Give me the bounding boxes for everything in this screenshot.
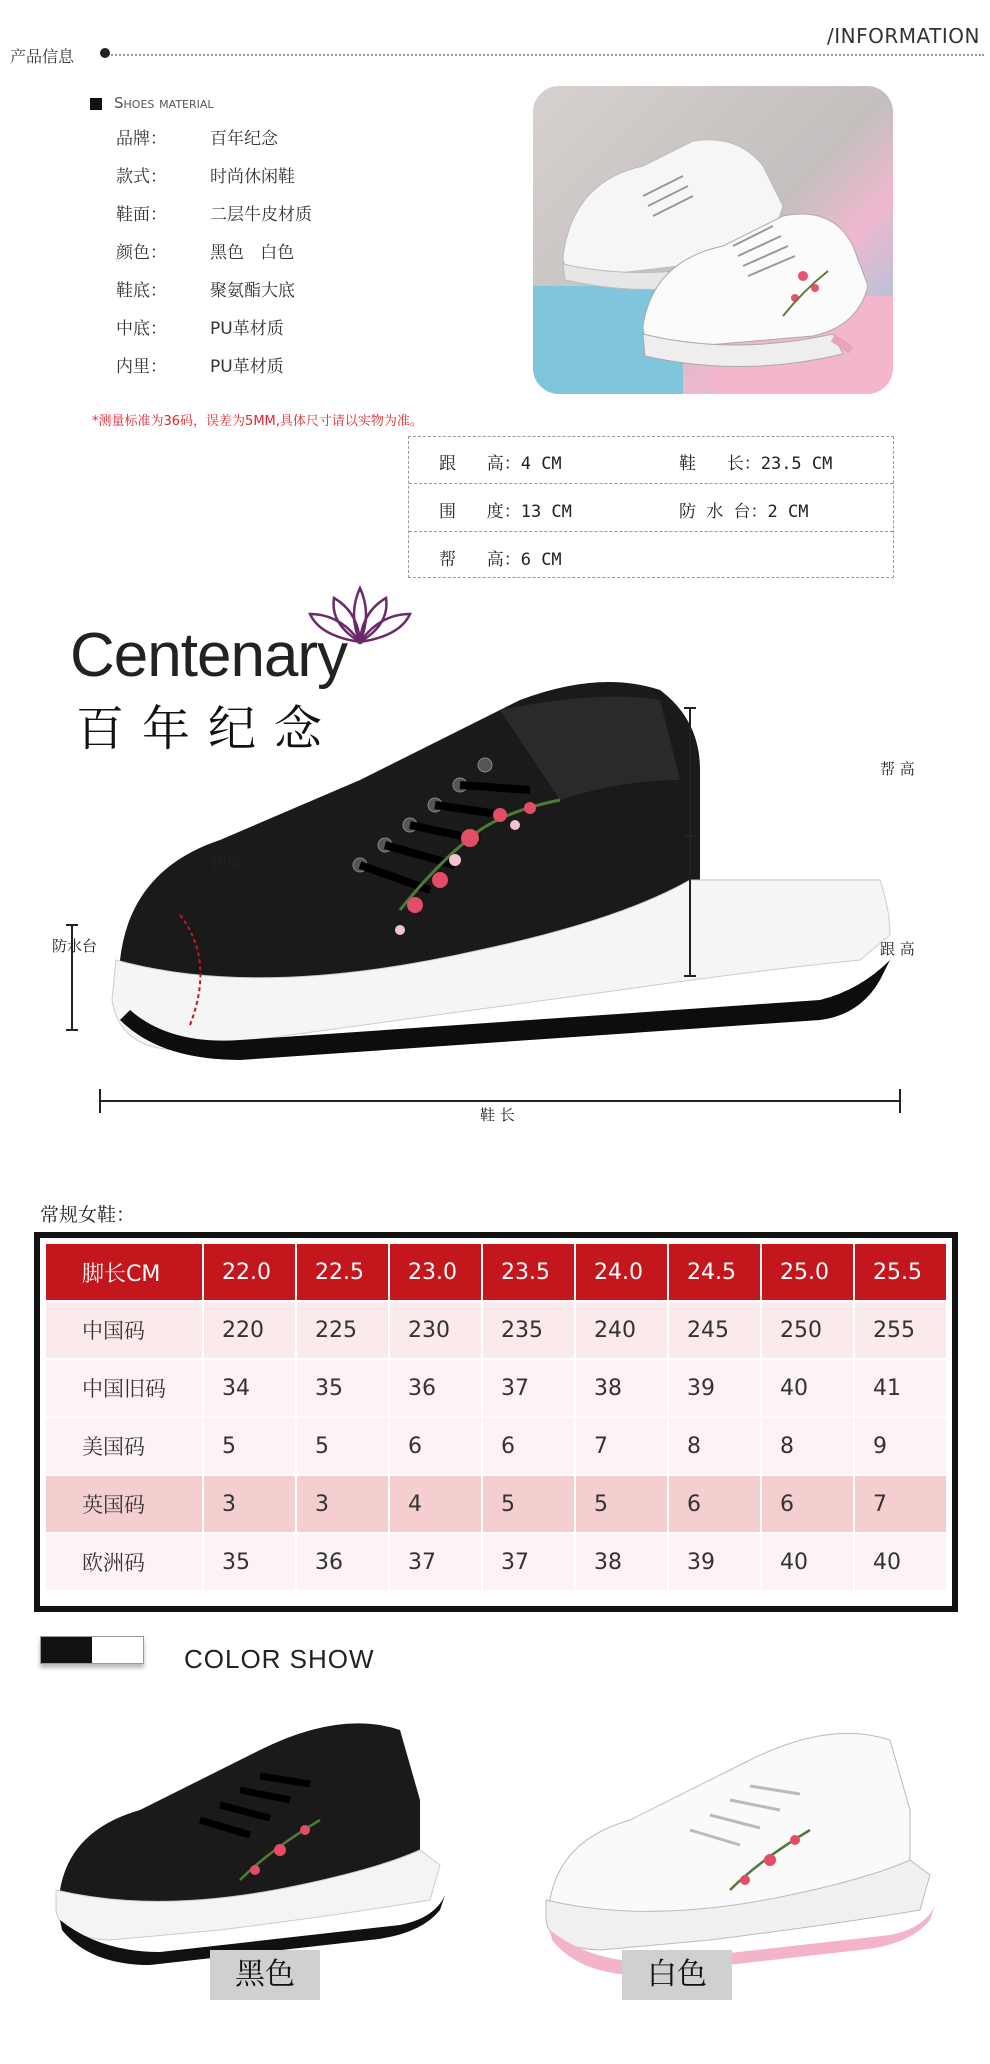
dotted-divider bbox=[104, 54, 984, 56]
table-row: 美国码 5 5 6 6 7 8 8 9 bbox=[46, 1418, 946, 1474]
material-row: 中底： PU革材质 bbox=[116, 319, 284, 339]
size-table bbox=[34, 1232, 958, 1612]
material-row: 品牌： 百年纪念 bbox=[116, 129, 278, 149]
heel-height-label: 跟 高 bbox=[880, 940, 915, 958]
material-title: Shoes material bbox=[114, 94, 214, 112]
measurement-table bbox=[408, 436, 894, 578]
white-color-label: 白色 bbox=[622, 1950, 732, 2000]
color-show-swatch bbox=[40, 1636, 144, 1664]
measurement-note: *测量标准为36码，误差为5MM,具体尺寸请以实物为准。 bbox=[92, 414, 423, 429]
table-row: 英国码 3 3 4 5 5 6 6 7 bbox=[46, 1476, 946, 1532]
shoe-length: 鞋 长：23.5 CM bbox=[679, 454, 833, 474]
table-row: 中国码 220 225 230 235 240 245 250 255 bbox=[46, 1302, 946, 1358]
white-shoe-photo bbox=[520, 1690, 950, 1980]
brand-name-en: Centenary bbox=[70, 621, 348, 690]
material-row: 款式： 时尚休闲鞋 bbox=[116, 167, 295, 187]
platform-label: 防水台 bbox=[52, 937, 98, 955]
product-photo-white-pair bbox=[533, 86, 893, 394]
heel-height: 跟 高：4 CM bbox=[439, 454, 562, 474]
platform-height: 防 水 台：2 CM bbox=[679, 502, 809, 522]
girth-label: 围度 bbox=[212, 854, 243, 872]
size-chart-grid bbox=[44, 1242, 948, 1592]
information-title: /INFORMATION bbox=[827, 24, 980, 48]
table-row: 欧洲码 35 36 37 37 38 39 40 40 bbox=[46, 1534, 946, 1590]
upper-height-label: 帮 高 bbox=[880, 760, 915, 778]
shoe-diagram bbox=[60, 660, 910, 1120]
black-shoe-photo bbox=[40, 1690, 470, 1980]
row-divider bbox=[409, 483, 893, 484]
divider-dot bbox=[100, 48, 110, 58]
material-row: 颜色： 黑色 白色 bbox=[116, 243, 295, 263]
black-color-label: 黑色 bbox=[210, 1950, 320, 2000]
table-header-row: 脚长CM 22.0 22.5 23.0 23.5 24.0 24.5 25.0 25.5 bbox=[46, 1244, 946, 1300]
length-label: 鞋 长 bbox=[474, 1104, 521, 1125]
material-row: 鞋底： 聚氨酯大底 bbox=[116, 281, 295, 301]
upper-height: 帮 高：6 CM bbox=[439, 550, 562, 570]
material-row: 鞋面： 二层牛皮材质 bbox=[116, 205, 312, 225]
table-row: 中国旧码 34 35 36 37 38 39 40 41 bbox=[46, 1360, 946, 1416]
brand-name-cn: 百年纪念 bbox=[76, 701, 341, 757]
girth: 围 度：13 CM bbox=[439, 502, 572, 522]
row-divider bbox=[409, 531, 893, 532]
color-show-title: COLOR SHOW bbox=[184, 1644, 375, 1674]
size-table-title: 常规女鞋： bbox=[40, 1204, 136, 1226]
section-title: 产品信息 bbox=[10, 47, 75, 66]
bullet-square bbox=[90, 98, 102, 110]
material-row: 内里： PU革材质 bbox=[116, 357, 284, 377]
